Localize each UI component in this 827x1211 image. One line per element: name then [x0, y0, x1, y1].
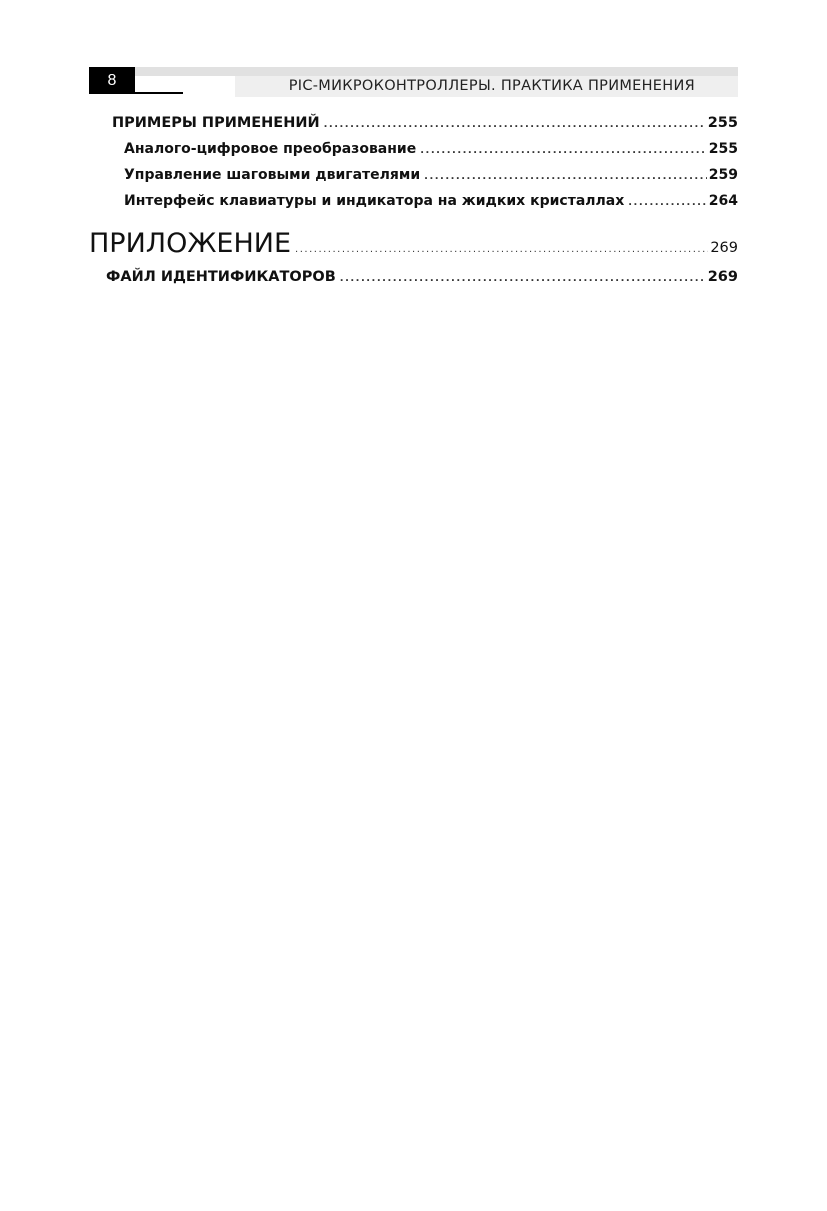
page-header — [89, 67, 738, 97]
running-title: PIC-МИКРОКОНТРОЛЛЕРЫ. ПРАКТИКА ПРИМЕНЕНИЯ — [288, 78, 695, 94]
toc-entry-label: Управление шаговыми двигателями — [124, 167, 421, 183]
toc-leader-dots — [420, 145, 707, 156]
page-number: 8 — [89, 67, 135, 94]
toc-entry-page: 255 — [708, 141, 738, 157]
toc-entry-page: 259 — [708, 167, 738, 183]
toc-leader-dots — [340, 273, 706, 284]
toc-entry-page: 264 — [708, 193, 738, 209]
toc-entry-page: 269 — [710, 240, 738, 256]
toc-leader-dots — [324, 119, 706, 130]
toc-leader-dots — [628, 197, 707, 208]
page-number-rule — [135, 92, 183, 94]
toc-entry-label: Интерфейс клавиатуры и индикатора на жидких кристаллах — [124, 193, 625, 209]
toc-entry-page: 269 — [707, 269, 738, 285]
toc-entry-adc — [124, 141, 738, 157]
toc-entry-label: Аналого-цифровое преобразование — [124, 141, 417, 157]
toc-entry-examples — [112, 115, 738, 131]
toc-entry-label: ПРИМЕРЫ ПРИМЕНЕНИЙ — [112, 115, 320, 131]
toc-entry-appendix — [89, 228, 738, 259]
toc-entry-page: 255 — [707, 115, 738, 131]
toc-entry-keyboard-lcd — [124, 193, 738, 209]
toc-leader-dots — [295, 244, 708, 255]
header-gray-band — [89, 67, 738, 76]
toc-entry-label: ПРИЛОЖЕНИЕ — [89, 228, 292, 259]
toc-leader-dots — [424, 171, 707, 182]
toc-entry-label: ФАЙЛ ИДЕНТИФИКАТОРОВ — [106, 269, 336, 285]
toc-entry-stepper — [124, 167, 738, 183]
toc-entry-identifiers-file — [106, 269, 738, 285]
